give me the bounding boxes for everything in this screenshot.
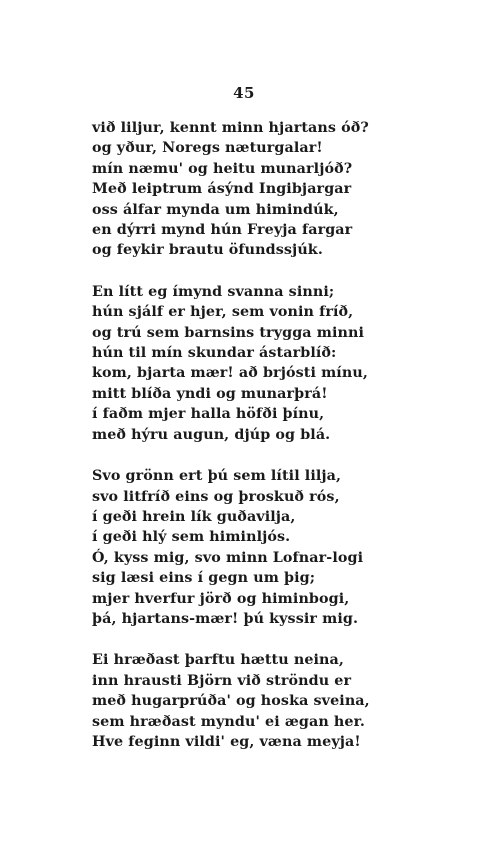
poem-line: sem hræðast myndu' ei ægan her. bbox=[92, 713, 365, 730]
poem-line: og trú sem barnsins trygga minni bbox=[92, 324, 365, 341]
poem-line: hún sjálf er hjer, sem vonin fríð, bbox=[92, 304, 354, 321]
poem-line: Með leiptrum ásýnd Ingibjargar bbox=[92, 181, 352, 198]
poem-line: Ei hræðast þarftu hættu neina, bbox=[92, 652, 344, 669]
page-number: 45 bbox=[233, 84, 255, 102]
poem-line: með hugarprúða' og hoska sveina, bbox=[92, 693, 370, 710]
stanza-2 bbox=[92, 282, 412, 445]
poem-line: mitt blíða yndi og munarþrá! bbox=[92, 385, 328, 402]
poem-line: inn hrausti Björn við ströndu er bbox=[92, 672, 352, 689]
stanza-1 bbox=[92, 118, 412, 261]
poem-line: þá, hjartans-mær! þú kyssir mig. bbox=[92, 610, 359, 627]
poem-line: og feykir brautu öfundssjúk. bbox=[92, 242, 323, 259]
poem-line: en dýrri mynd hún Freyja fargar bbox=[92, 222, 353, 239]
poem-line: oss álfar mynda um himindúk, bbox=[92, 201, 339, 218]
poem-line: í faðm mjer halla höfði þínu, bbox=[92, 406, 325, 423]
poem-line: við liljur, kennt minn hjartans óð? bbox=[92, 120, 369, 136]
poem-line: Ó, kyss mig, svo minn Lofnar-logi bbox=[92, 549, 364, 566]
poem-line: En lítt eg ímynd svanna sinni; bbox=[92, 283, 335, 300]
poem-line: í geði hlý sem himinljós. bbox=[92, 529, 291, 546]
poem-line: og yður, Noregs næturgalar! bbox=[92, 140, 323, 157]
poem-line: mjer hverfur jörð og himinbogi, bbox=[92, 590, 350, 607]
poem-line: Hve feginn vildi' eg, væna meyja! bbox=[92, 733, 361, 750]
poem-line: svo litfríð eins og þroskuð rós, bbox=[92, 488, 340, 505]
poem-line: kom, bjarta mær! að brjósti mínu, bbox=[92, 365, 368, 382]
stanza-4 bbox=[92, 650, 412, 752]
poem-line: í geði hrein lík guðavilja, bbox=[92, 508, 296, 525]
poem-line: sig læsi eins í gegn um þig; bbox=[92, 570, 316, 587]
poem-line: mín næmu' og heitu munarljóð? bbox=[92, 160, 353, 177]
poem-line: með hýru augun, djúp og blá. bbox=[92, 426, 331, 443]
poem-body bbox=[92, 118, 412, 773]
poem-line: Svo grönn ert þú sem lítil lilja, bbox=[92, 468, 342, 485]
poem-line: hún til mín skundar ástarblíð: bbox=[92, 345, 337, 362]
stanza-3 bbox=[92, 466, 412, 629]
